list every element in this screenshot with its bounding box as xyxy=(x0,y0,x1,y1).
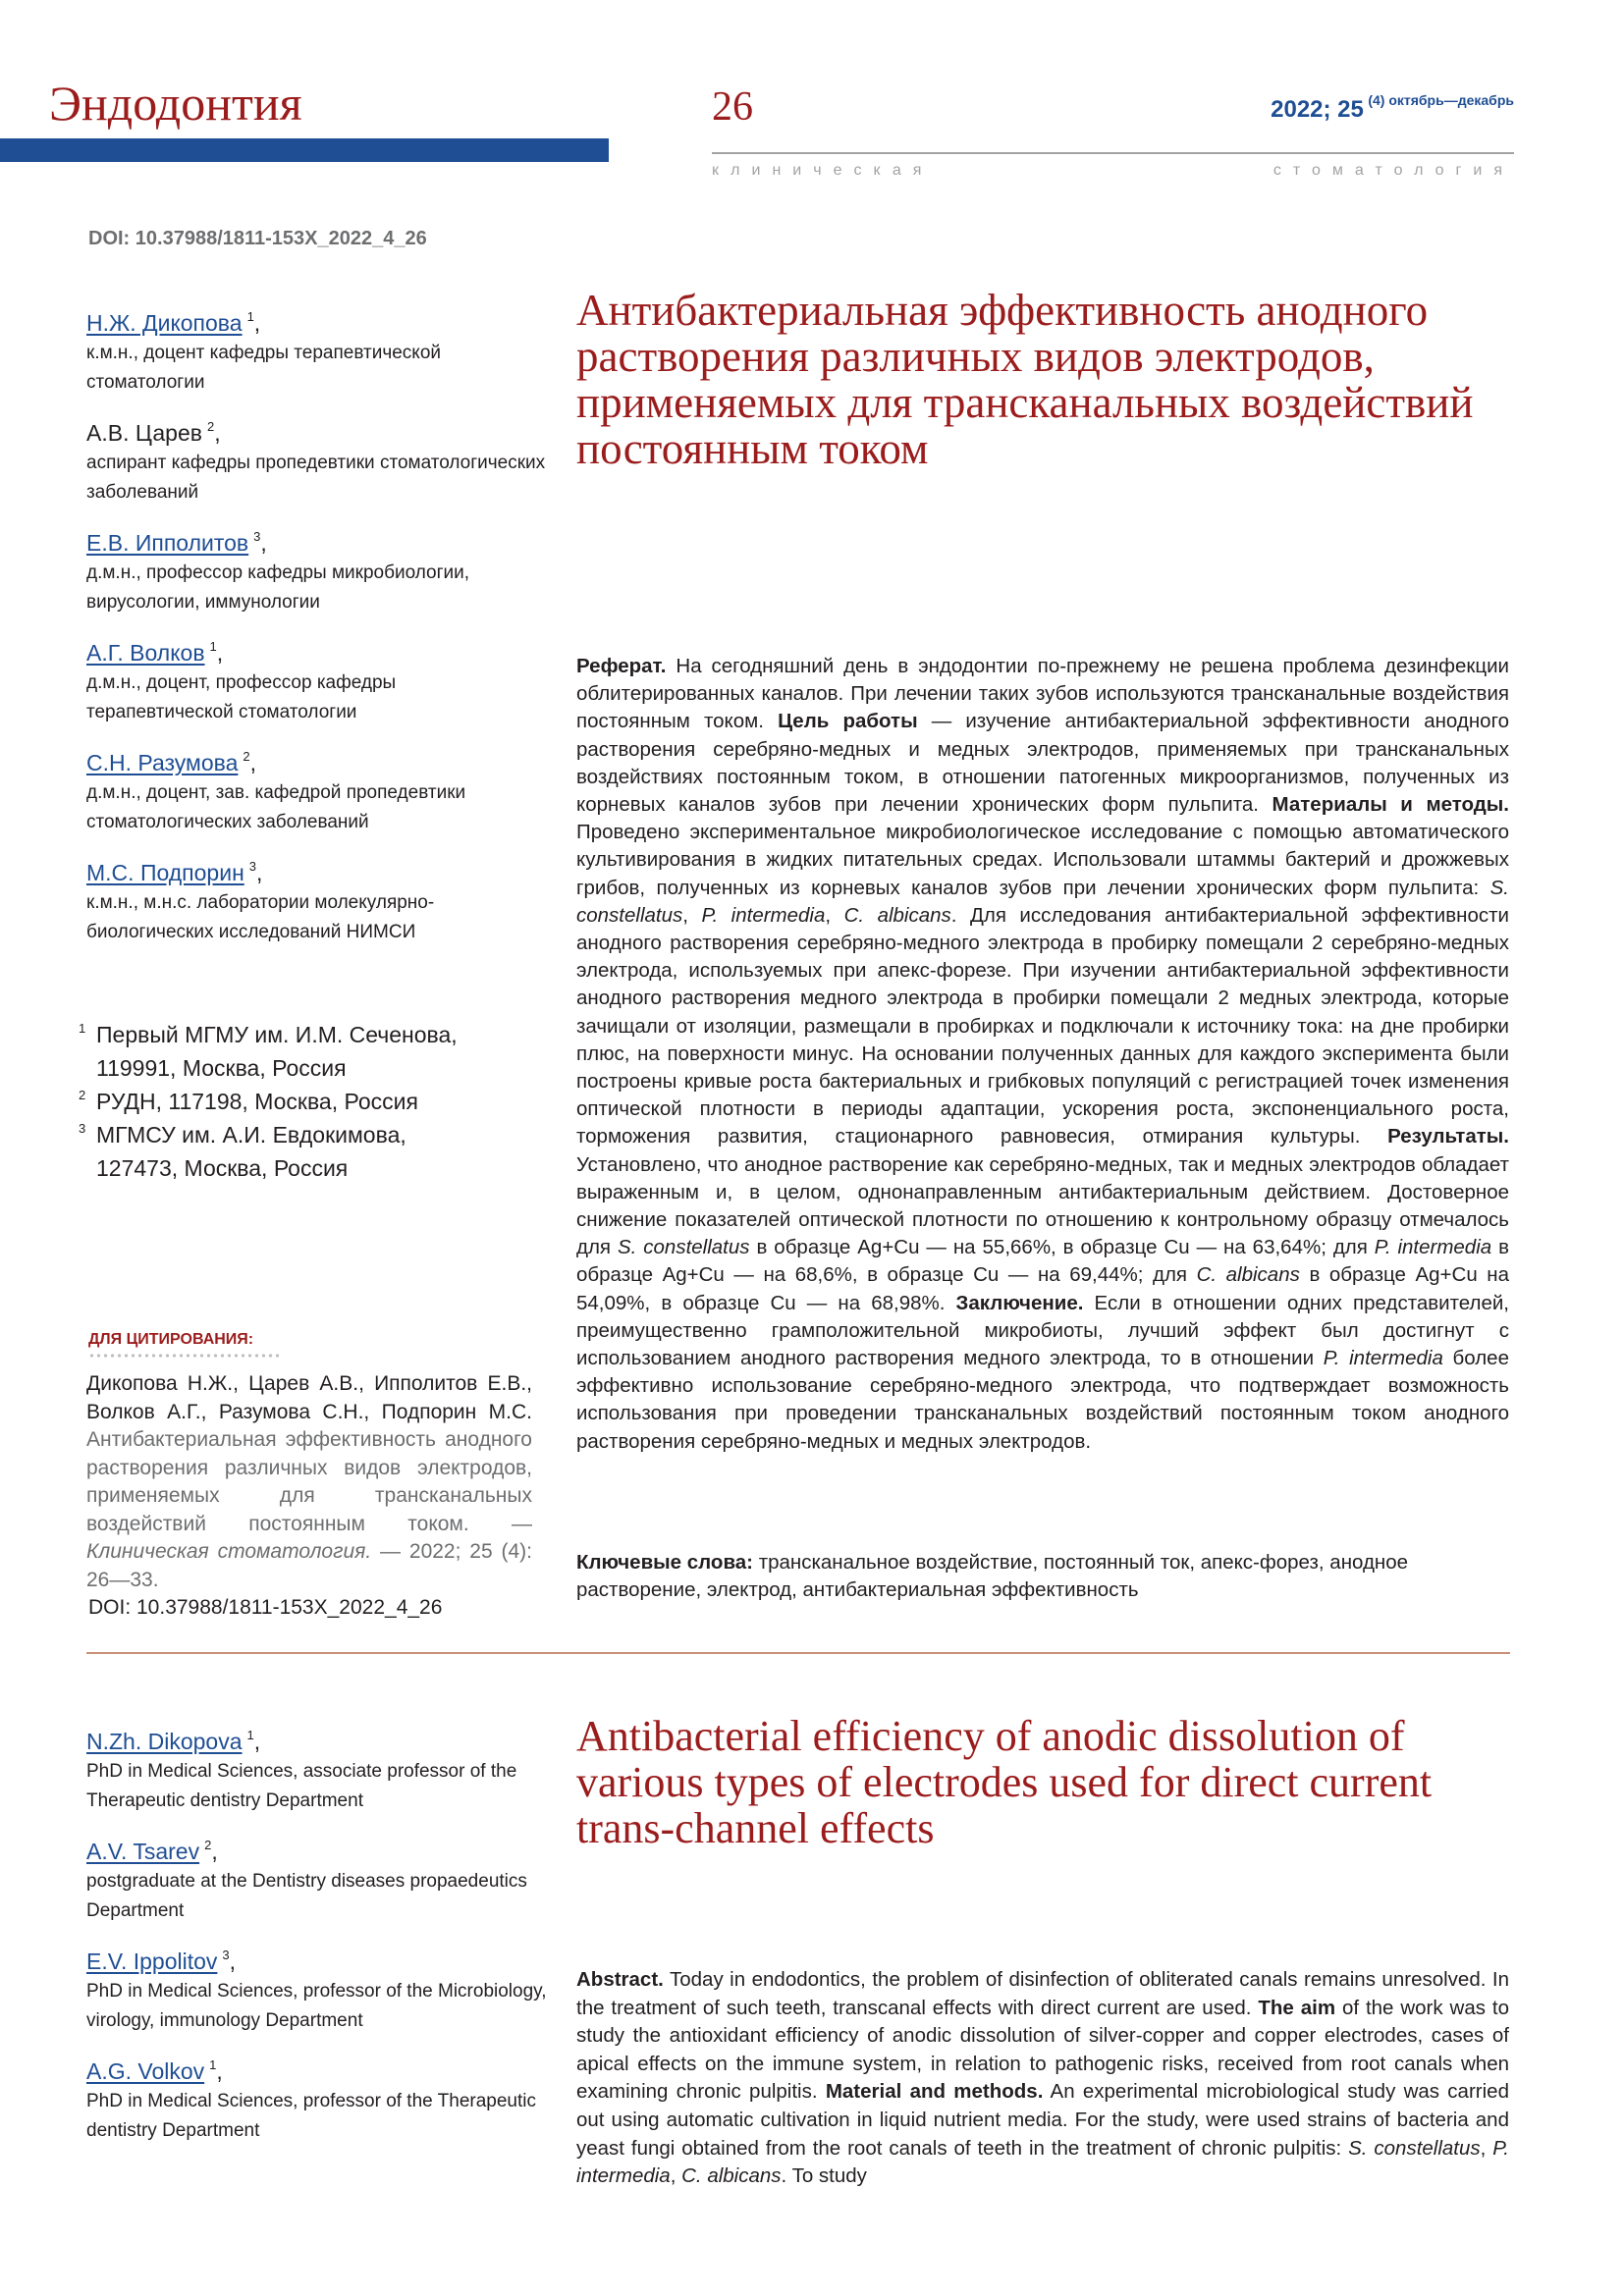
keywords-text: трансканальное воздействие, постоянный ток, апекс-форез, анодное растворение, электрод, антибактериальная эффективность xyxy=(576,1551,1409,1601)
author-ru-3: Е.В. Ипполитов $^3$, д.м.н., профессор кафедры микробиологии, вирусологии, иммунологии xyxy=(86,527,548,617)
section-divider xyxy=(86,1652,1510,1654)
citation-dots xyxy=(88,1354,280,1358)
section-bar xyxy=(0,138,609,162)
author-ru-4: А.Г. Волков $^1$, д.м.н., доцент, профессор кафедры терапевтической стоматологии xyxy=(86,637,548,727)
author-desc: PhD in Medical Sciences, associate professor of the Therapeutic dentistry Department xyxy=(86,1761,517,1811)
citation xyxy=(86,1370,532,1623)
citation-journal: Клиническая стоматология. xyxy=(86,1540,372,1563)
affiliation-2: 2 РУДН, 117198, Москва, Россия xyxy=(79,1088,418,1114)
citation-heading: ДЛЯ ЦИТИРОВАНИЯ: xyxy=(88,1331,254,1348)
citation-doi[interactable]: DOI: 10.37988/1811-153X_2022_4_26 xyxy=(88,1596,443,1619)
author-desc: д.м.н., доцент, зав. кафедрой пропедевтики стоматологических заболеваний xyxy=(86,782,466,832)
authors-ru xyxy=(86,307,548,967)
author-name-link[interactable]: A.V. Tsarev xyxy=(86,1839,200,1864)
journal-rule xyxy=(712,152,1514,154)
author-sup: 3 xyxy=(248,859,256,874)
author-desc: к.м.н., доцент кафедры терапевтической стоматологии xyxy=(86,343,441,393)
authors-en xyxy=(86,1726,548,2165)
author-name-link[interactable]: N.Zh. Dikopova xyxy=(86,1729,243,1754)
author-en-3: E.V. Ippolitov $^3$, PhD in Medical Sciences, professor of the Microbiology, virology, immunology Department xyxy=(86,1946,548,2036)
author-sup: 1 xyxy=(246,309,254,324)
author-name: А.В. Царев xyxy=(86,420,202,446)
author-ru-5: С.Н. Разумова $^2$, д.м.н., доцент, зав. кафедрой пропедевтики стоматологических заболеваний xyxy=(86,747,548,837)
article-title-en: Antibacterial efficiency of anodic dissolution of various types of electrodes used for direct current trans-channel effects xyxy=(576,1712,1433,1852)
affiliation-1: 1 Первый МГМУ им. И.М. Сеченова, 119991, Москва, Россия xyxy=(79,1021,458,1081)
author-desc: д.м.н., профессор кафедры микробиологии, вирусологии, иммунологии xyxy=(86,562,470,613)
author-sup: 3 xyxy=(253,529,261,544)
section-title: Эндодонтия xyxy=(49,76,302,131)
author-desc: к.м.н., м.н.с. лаборатории молекулярно-биологических исследований НИМСИ xyxy=(86,892,435,942)
citation-issue: — 2022; 25 (4): 26—33. xyxy=(86,1540,532,1591)
author-name-link[interactable]: A.G. Volkov xyxy=(86,2058,205,2084)
author-name-link[interactable]: E.V. Ippolitov xyxy=(86,1949,218,1974)
issue-info xyxy=(1271,93,1514,122)
author-en-4: A.G. Volkov $^1$, PhD in Medical Sciences, professor of the Therapeutic dentistry Department xyxy=(86,2056,548,2146)
author-name-link[interactable]: С.Н. Разумова xyxy=(86,750,239,775)
affiliation-3: 3 МГМСУ им. А.И. Евдокимова, 127473, Москва, Россия xyxy=(79,1121,406,1181)
citation-authors: Дикопова Н.Ж., Царев А.В., Ипполитов Е.В., Волков А.Г., Разумова С.Н., Подпорин М.С. xyxy=(86,1372,532,1423)
page-number: 26 xyxy=(712,84,753,130)
author-ru-1: Н.Ж. Дикопова $^1$, к.м.н., доцент кафедры терапевтической стоматологии xyxy=(86,307,548,398)
author-sup: 2 xyxy=(243,749,250,764)
abstract-ru: Реферат. На сегодняшний день в эндодонтии по-прежнему не решена проблема дезинфекции облитерированных каналов. При лечении таких зубов используются трансканальные воздействия постоянным током. Цель работы — изучение антибактериальной эффективности анодного растворения серебряно-медных и медных электродов, применяемых при трансканальных воздействиях постоянным током, в отношении патогенных микроорганизмов, полученных из корневых каналов зубов при лечении хронических форм пульпита. Материалы и методы. Проведено экспериментальное микробиологическое исследование с помощью автоматического культивирования в жидких питательных средах. Использовали штаммы бактерий и дрожжевых грибов, полученных из корневых каналов зубов при лечении хронических форм пульпита: S. constellatus, P. intermedia, C. albicans. Для исследования антибактериальной эффективности анодного растворения серебряно-медного электрода в пробирку помещали 2 серебряно-медных электрода, используемых при апекс-форезе. При изучении антибактериальной эффективности анодного растворения медного электрода в пробирки помещали 2 медных электрода, которые зачищали от изоляции, размещали в пробирках и подключали к источнику тока: на дне пробирки плюс, на поверхности минус. На основании полученных данных для каждого эксперимента были построены кривые роста бактериальных и грибковых популяций с регистрацией точек изменения оптической плотности в периоды адаптации, ускорения роста, экспоненциального роста, торможения развития, стационарного равновесия, отмирания культуры. Результаты. Установлено, что анодное растворение как серебряно-медных, так и медных электродов обладает выраженным и, в целом, однонаправленным антибактериальным действием. Достоверное снижение показателей оптической плотности по отношению к контрольному образцу отмечалось для S. constellatus в образце Ag+Cu — на 55,66%, в образце Cu — на 63,64%; для P. intermedia в образце Ag+Cu — на 68,6%, в образце Cu — на 69,44%; для C. albicans в образце Ag+Cu на 54,09%, в образце Cu — на 68,98%. Заключение. Если в отношении одних представителей, преимущественно грамположительной микробиоты, лучший эффект был достигнут с использованием анодного растворения медного электрода, то в отношении P. intermedia более эффективно использование серебряно-медного электрода, что подтверждает возможность использования при проведении трансканальных воздействий постоянным током анодного растворения серебряно-медных и медных электродов. xyxy=(576,655,1509,1453)
author-name-link[interactable]: Н.Ж. Дикопова xyxy=(86,310,243,336)
issue-number: (4) октябрь—декабрь xyxy=(1368,92,1514,108)
author-en-2: A.V. Tsarev $^2$, postgraduate at the Dentistry diseases propaedeutics Department xyxy=(86,1836,548,1926)
article-title-ru: Антибактериальная эффективность анодного растворения различных видов электродов, применяемых для трансканальных воздействий постоянным током xyxy=(576,286,1474,473)
author-desc: PhD in Medical Sciences, professor of the Therapeutic dentistry Department xyxy=(86,2091,536,2141)
author-ru-2: А.В. Царев $^2$, аспирант кафедры пропедевтики стоматологических заболеваний xyxy=(86,417,548,507)
author-sup: 1 xyxy=(209,639,217,654)
author-sup: 2 xyxy=(206,419,215,434)
author-name-link[interactable]: М.С. Подпорин xyxy=(86,860,244,885)
author-name-link[interactable]: Е.В. Ипполитов xyxy=(86,530,249,556)
abstract-en: Abstract. Today in endodontics, the problem of disinfection of obliterated canals remains unresolved. In the treatment of such teeth, transcanal effects with direct current are used. The aim of the work was to study the antioxidant efficiency of anodic dissolution of silver-copper and copper electrodes, cases of apical effects on the immune system, in relation to pathogenic risks, received from root canals when examining chronic pulpitis. Material and methods. An experimental microbiological study was carried out using automatic cultivation in liquid nutrient media. For the study, were used strains of bacteria and yeast fungi obtained from the root canals of teeth in the treatment of chronic pulpitis: S. constellatus, P. intermedia, C. albicans. To study xyxy=(576,1968,1510,2188)
keywords xyxy=(576,1549,1509,1604)
affiliations xyxy=(79,1018,491,1185)
keywords-label: Ключевые слова: xyxy=(576,1551,754,1574)
author-name-link[interactable]: А.Г. Волков xyxy=(86,640,205,666)
citation-title: Антибактериальная эффективность анодного растворения различных видов электродов, применяемых для трансканальных воздействий постоянным током. — xyxy=(86,1428,532,1535)
journal-name: клиническая стоматология xyxy=(712,162,1514,179)
author-desc: postgraduate at the Dentistry diseases propaedeutics Department xyxy=(86,1871,527,1921)
issue-year: 2022; 25 xyxy=(1271,96,1364,123)
author-desc: аспирант кафедры пропедевтики стоматологических заболеваний xyxy=(86,453,546,503)
doi-top: DOI: 10.37988/1811-153X_2022_4_26 xyxy=(88,228,427,249)
author-ru-6: М.С. Подпорин $^3$, к.м.н., м.н.с. лаборатории молекулярно-биологических исследований НИМСИ xyxy=(86,857,548,947)
author-en-1: N.Zh. Dikopova $^1$, PhD in Medical Sciences, associate professor of the Therapeutic dentistry Department xyxy=(86,1726,548,1816)
author-desc: д.м.н., доцент, профессор кафедры терапевтической стоматологии xyxy=(86,672,397,722)
author-desc: PhD in Medical Sciences, professor of the Microbiology, virology, immunology Department xyxy=(86,1981,547,2031)
